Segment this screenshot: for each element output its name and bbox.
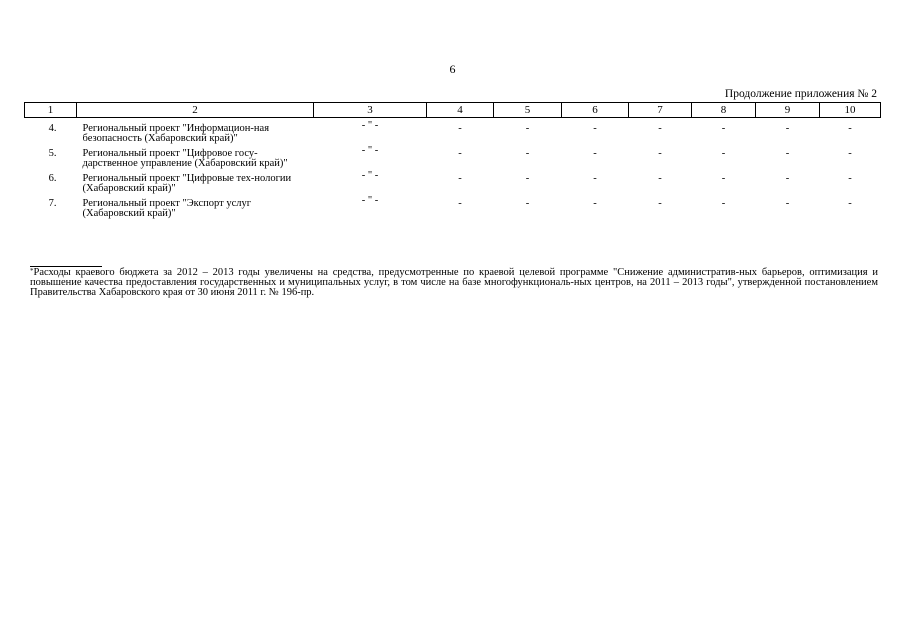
value-cell: - [658, 123, 662, 134]
column-header: 9 [756, 103, 820, 118]
column-header: 8 [692, 103, 756, 118]
project-name: Региональный проект "Информацион-ная безопасность (Хабаровский край)" [82, 123, 270, 144]
column-header: 3 [314, 103, 427, 118]
row-number: 7. [48, 198, 57, 209]
column-header: 6 [562, 103, 629, 118]
source-cell: - " - [361, 170, 379, 181]
source-cell: - " - [361, 195, 379, 206]
value-cell: - [458, 123, 462, 134]
project-name: Региональный проект "Цифровое госу-дарственное управление (Хабаровский край)" [82, 148, 288, 169]
annex-table [24, 102, 881, 224]
value-cell: - [848, 198, 852, 209]
value-cell: - [458, 173, 462, 184]
footnote-marker: * [30, 267, 34, 275]
column-header: 10 [820, 103, 881, 118]
row-number: 4. [48, 123, 57, 134]
value-cell: - [721, 123, 726, 134]
table-header-row [25, 103, 881, 118]
value-cell: - [593, 173, 597, 184]
value-cell: - [785, 148, 790, 159]
column-header: 4 [427, 103, 494, 118]
project-name: Региональный проект "Цифровые тех-нологии (Хабаровский край)" [82, 173, 292, 194]
column-header: 1 [25, 103, 77, 118]
footnote-text: Расходы краевого бюджета за 2012 – 2013 годы увеличены на средства, предусмотренные по краевой целевой программе "Снижение административ-ных барьеров, оптимизация и повышение качества предоставления государственных и муниципальных услуг, в том числе на базе многофункциональ-ных центров, на 2011 – 2013 годы", утвержденной постановлением Правительства Хабаровского края от 30 июня 2011 г. № 196-пр. [30, 267, 878, 298]
table-row [25, 149, 881, 174]
value-cell: - [525, 173, 530, 184]
value-cell: - [658, 198, 662, 209]
page-number: 6 [449, 62, 456, 76]
footnote [30, 268, 878, 298]
table-row [25, 174, 881, 199]
table-row [25, 118, 881, 150]
value-cell: - [593, 148, 597, 159]
project-name-cell [77, 199, 314, 224]
value-cell: - [721, 148, 726, 159]
project-name-cell [77, 174, 314, 199]
source-cell: - " - [361, 145, 379, 156]
value-cell: - [458, 198, 462, 209]
value-cell: - [458, 148, 462, 159]
continuation-label: Продолжение приложения № 2 [724, 88, 877, 100]
row-number: 6. [48, 173, 57, 184]
project-name-cell [77, 149, 314, 174]
value-cell: - [658, 173, 662, 184]
value-cell: - [721, 198, 726, 209]
annex-table-container [24, 102, 880, 224]
value-cell: - [593, 198, 597, 209]
source-cell: - " - [361, 120, 379, 131]
value-cell: - [785, 173, 790, 184]
column-header: 2 [77, 103, 314, 118]
value-cell: - [785, 123, 790, 134]
value-cell: - [525, 198, 530, 209]
column-header: 7 [629, 103, 692, 118]
column-header: 5 [494, 103, 562, 118]
value-cell: - [785, 198, 790, 209]
value-cell: - [848, 148, 852, 159]
value-cell: - [525, 123, 530, 134]
value-cell: - [525, 148, 530, 159]
project-name: Региональный проект "Экспорт услуг (Хабаровский край)" [82, 198, 252, 219]
value-cell: - [848, 123, 852, 134]
value-cell: - [848, 173, 852, 184]
project-name-cell [77, 118, 314, 150]
value-cell: - [721, 173, 726, 184]
row-number: 5. [48, 148, 57, 159]
value-cell: - [658, 148, 662, 159]
value-cell: - [593, 123, 597, 134]
table-row [25, 199, 881, 224]
